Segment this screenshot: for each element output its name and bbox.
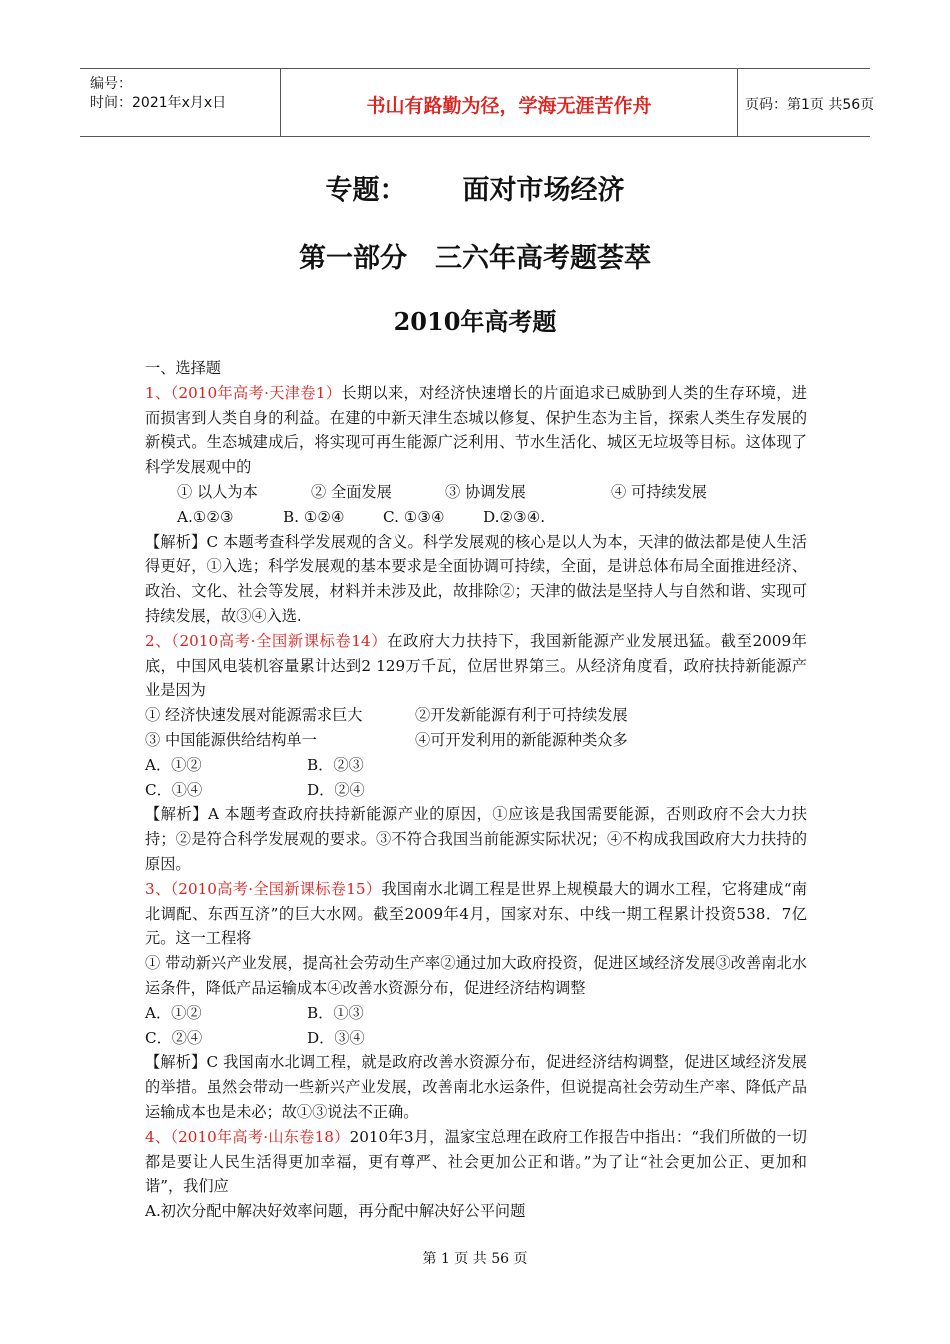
question-2-choices-row-2 <box>145 778 807 803</box>
q1-item-2: ② 全面发展 <box>311 482 392 501</box>
page-header <box>80 68 875 137</box>
question-2-items-row-1 <box>145 703 807 728</box>
question-4 <box>145 1125 807 1199</box>
question-3-analysis: 【解析】C 我国南水北调工程，就是政府改善水资源分布，促进经济结构调整，促进区域经济发展的举措。虽然会带动一些新兴产业发展，改善南北水运条件，但说提高社会劳动生产率、降低产品运输成本也是未必；故①③说法不正确。 <box>145 1053 807 1121</box>
question-3-source: 3、（2010高考·全国新课标卷15） <box>145 879 382 898</box>
q3-choice-a: A．①② <box>145 1003 202 1022</box>
question-3-text: 我国南水北调工程是世界上规模最大的调水工程，它将建成“南北调配、东西互济”的巨大水网。截至2009年4月，国家对东、中线一期工程累计投资538．7亿元。这一工程将 <box>145 879 808 948</box>
question-2-items-row-2 <box>145 728 807 753</box>
q4-choice-a: A.初次分配中解决好效率问题，再分配中解决好公平问题 <box>145 1202 526 1221</box>
q2-item-3: ③ 中国能源供给结构单一 <box>145 730 317 749</box>
page-footer: 第 1 页 共 56 页 <box>422 1251 528 1267</box>
topic-title <box>0 168 950 207</box>
question-3-choices-row-2 <box>145 1026 807 1051</box>
q3-choice-c: C．②④ <box>145 1028 203 1047</box>
q1-choice-d: D.②③④. <box>483 507 546 526</box>
q2-choice-a: A．①② <box>145 755 202 774</box>
question-3-items: ① 带动新兴产业发展，提高社会劳动生产率②通过加大政府投资，促进区域经济发展③改善南北水运条件，降低产品运输成本④改善水资源分布，促进经济结构调整 <box>145 954 807 997</box>
question-3 <box>145 877 807 951</box>
question-2-source: 2、（2010高考·全国新课标卷14） <box>145 631 388 650</box>
q2-item-4: ④可开发利用的新能源种类众多 <box>415 730 628 749</box>
q1-choice-a: A.①②③ <box>177 507 234 526</box>
header-page-info: 页码：第1页 共56页 <box>745 97 875 113</box>
header-meta-cell <box>80 69 280 136</box>
q1-item-3: ③ 协调发展 <box>445 482 526 501</box>
question-2-text: 在政府大力扶持下，我国新能源产业发展迅猛。截至2009年底，中国风电装机容量累计达到2 129万千瓦，位居世界第三。从经济角度看，政府扶持新能源产业是因为 <box>145 631 807 700</box>
question-1 <box>145 381 807 480</box>
question-2-choices-row-1 <box>145 753 807 778</box>
part-name: 三六年高考题荟萃 <box>435 243 651 274</box>
q1-choice-c: C. ①③④ <box>383 507 445 526</box>
topic-name: 面对市场经济 <box>462 175 625 206</box>
header-motto-cell <box>280 69 738 136</box>
q2-choice-d: D．②④ <box>307 780 365 799</box>
question-1-choices <box>145 505 807 530</box>
part-prefix: 第一部分 <box>299 243 407 274</box>
question-3-choices-row-1 <box>145 1001 807 1026</box>
q1-item-1: ① 以人为本 <box>177 482 258 501</box>
number-label: 编号： <box>90 76 132 92</box>
question-4-source: 4、（2010年高考·山东卷18） <box>145 1127 350 1146</box>
q3-choice-d: D．③④ <box>307 1028 365 1047</box>
date-label: 时间：2021年x月x日 <box>90 95 227 111</box>
q2-choice-b: B．②③ <box>307 755 364 774</box>
q3-choice-b: B．①③ <box>307 1003 364 1022</box>
year-heading: 2010年高考题 <box>393 307 557 336</box>
header-page-cell <box>737 69 875 136</box>
question-1-source: 1、（2010年高考·天津卷1） <box>145 383 342 402</box>
header-motto: 书山有路勤为径，学海无涯苦作舟 <box>366 95 652 117</box>
q1-item-4: ④ 可持续发展 <box>611 482 707 501</box>
part-title <box>0 236 950 275</box>
q1-choice-b: B. ①②④ <box>283 507 345 526</box>
topic-prefix: 专题： <box>325 175 407 206</box>
q2-choice-c: C．①④ <box>145 780 203 799</box>
question-1-text: 长期以来，对经济快速增长的片面追求已威胁到人类的生存环境，进而损害到人类自身的利益。在建的中新天津生态城以修复、保护生态为主旨，探索人类生存发展的新模式。生态城建成后，将实现可再生能源广泛利用、节水生活化、城区无垃圾等目标。这体现了科学发展观中的 <box>145 383 807 477</box>
q2-item-2: ②开发新能源有利于可持续发展 <box>415 706 628 725</box>
q2-item-1: ① 经济快速发展对能源需求巨大 <box>145 706 363 725</box>
question-4-text: 2010年3月，温家宝总理在政府工作报告中指出：“我们所做的一切都是要让人民生活得更加幸福，更有尊严、社会更加公正和谐。”为了让“社会更加公正、更加和谐”，我们应 <box>145 1127 807 1196</box>
document-body <box>145 356 807 1224</box>
question-2 <box>145 629 807 703</box>
question-1-analysis: 【解析】C 本题考查科学发展观的含义。科学发展观的核心是以人为本，天津的做法都是使人生活得更好，①入选；科学发展观的基本要求是全面协调可持续，全面，是讲总体布局全面推进经济、政治、文化、社会等发展，材料并未涉及此，故排除②；天津的做法是坚持人与自然和谐、实现可持续发展，故③④入选. <box>145 532 807 625</box>
question-2-analysis: 【解析】A 本题考查政府扶持新能源产业的原因，①应该是我国需要能源，否则政府不会大力扶持；②是符合科学发展观的要求。③不符合我国当前能源实际状况；④不构成我国政府大力扶持的原因。 <box>145 805 807 873</box>
question-1-items <box>145 480 807 505</box>
section-label: 一、选择题 <box>145 359 221 377</box>
